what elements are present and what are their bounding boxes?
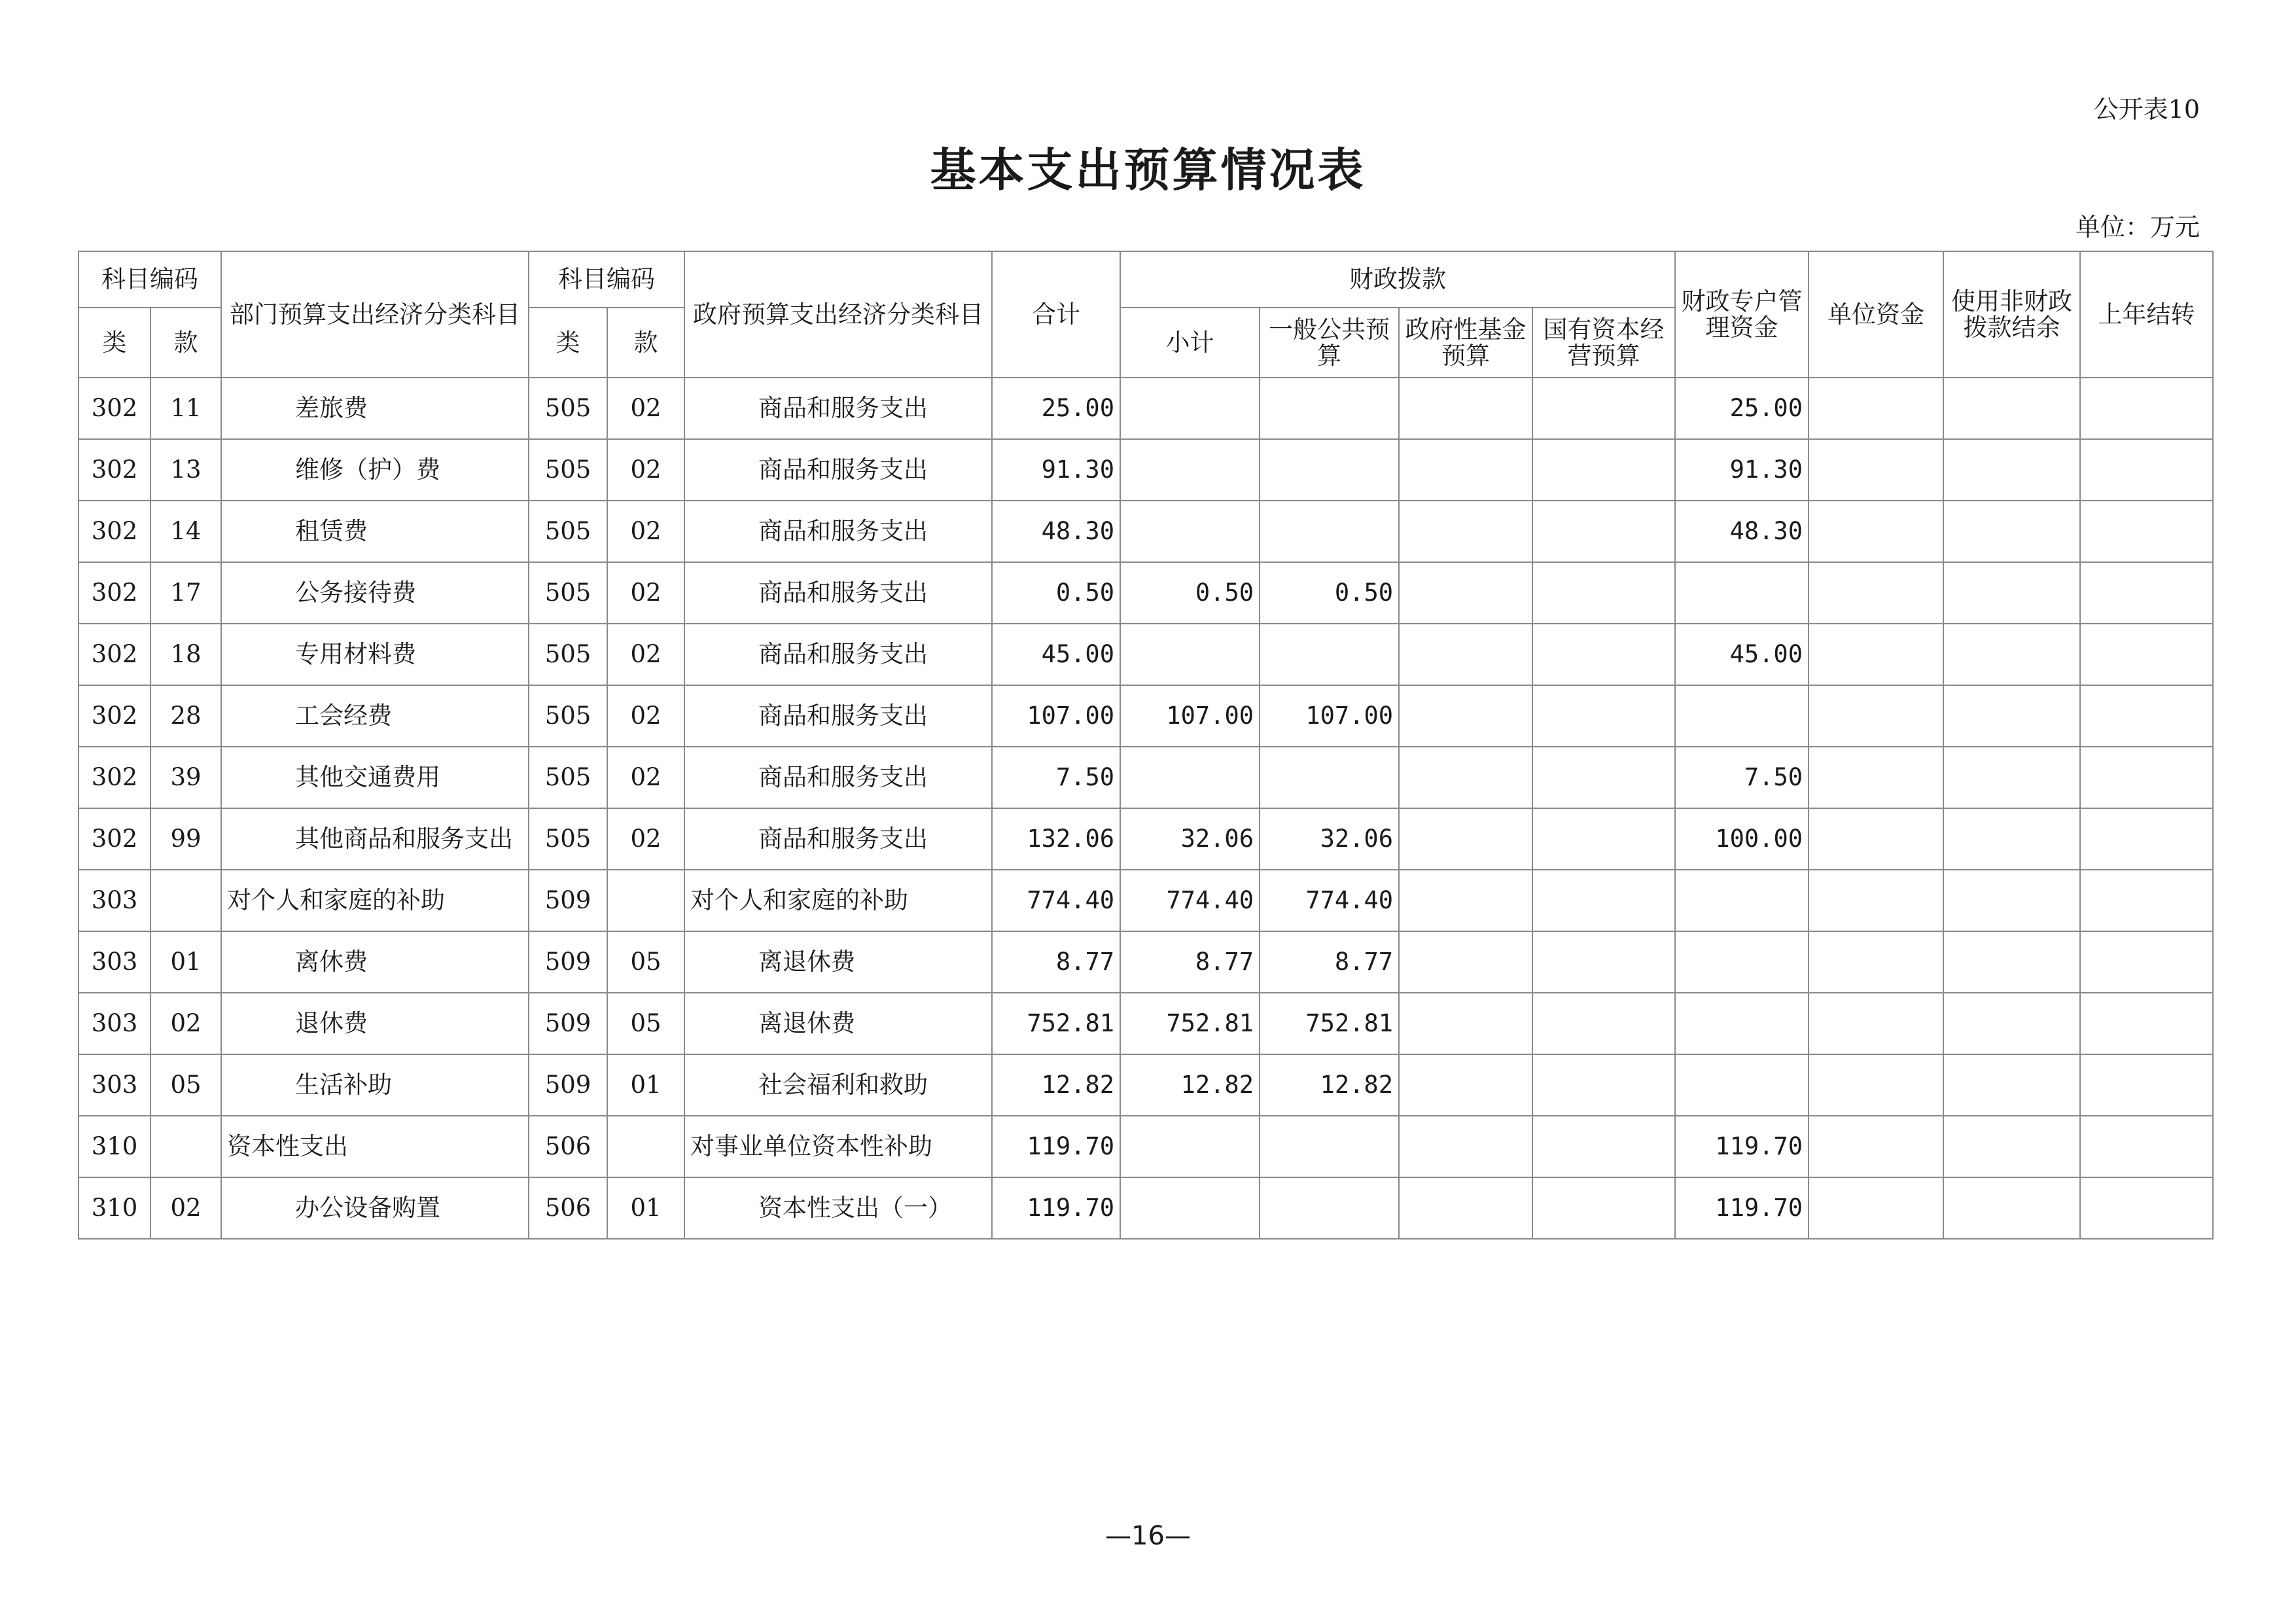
cell-state-capital [1532, 808, 1675, 870]
cell-total: 12.82 [992, 1054, 1120, 1116]
cell-total: 25.00 [992, 378, 1120, 439]
header-dept-name: 部门预算支出经济分类科目 [221, 251, 529, 378]
header-gov-kuan: 款 [607, 308, 684, 378]
cell-gov-lei: 509 [529, 993, 607, 1054]
cell-non-fiscal-balance [1943, 624, 2080, 685]
cell-state-capital [1532, 931, 1675, 993]
cell-kuan: 01 [150, 931, 221, 993]
cell-non-fiscal-balance [1943, 747, 2080, 808]
cell-state-capital [1532, 993, 1675, 1054]
cell-dept-item: 专用材料费 [221, 624, 529, 685]
cell-last-year-carry [2080, 685, 2213, 747]
cell-gov-kuan: 02 [607, 562, 684, 624]
cell-kuan: 18 [150, 624, 221, 685]
cell-gov-lei: 509 [529, 1054, 607, 1116]
cell-kuan: 02 [150, 993, 221, 1054]
cell-unit-fund [1809, 993, 1943, 1054]
cell-lei: 303 [79, 993, 150, 1054]
cell-subtotal: 774.40 [1120, 870, 1260, 931]
table-row [79, 808, 2213, 870]
cell-unit-fund [1809, 931, 1943, 993]
cell-dept-item: 其他商品和服务支出 [221, 808, 529, 870]
cell-special-fund [1675, 993, 1809, 1054]
table-number: 公开表10 [2093, 95, 2200, 124]
cell-gov-kuan [607, 870, 684, 931]
cell-gov-kuan: 02 [607, 747, 684, 808]
header-gov-name: 政府预算支出经济分类科目 [684, 251, 992, 378]
cell-total: 774.40 [992, 870, 1120, 931]
cell-dept-item: 办公设备购置 [221, 1177, 529, 1239]
cell-subtotal [1120, 439, 1260, 501]
cell-gov-kuan: 05 [607, 931, 684, 993]
cell-gov-item: 商品和服务支出 [684, 562, 992, 624]
header-lei: 类 [79, 308, 150, 378]
cell-state-capital [1532, 870, 1675, 931]
cell-gov-kuan: 02 [607, 439, 684, 501]
cell-special-fund [1675, 685, 1809, 747]
cell-gov-item: 商品和服务支出 [684, 747, 992, 808]
cell-unit-fund [1809, 1054, 1943, 1116]
cell-lei: 302 [79, 378, 150, 439]
cell-kuan: 99 [150, 808, 221, 870]
cell-gov-item: 商品和服务支出 [684, 624, 992, 685]
cell-gov-kuan: 01 [607, 1054, 684, 1116]
cell-dept-item: 其他交通费用 [221, 747, 529, 808]
cell-subtotal: 8.77 [1120, 931, 1260, 993]
cell-gov-kuan: 02 [607, 685, 684, 747]
cell-special-fund: 48.30 [1675, 501, 1809, 562]
cell-state-capital [1532, 624, 1675, 685]
cell-non-fiscal-balance [1943, 685, 2080, 747]
cell-gov-fund [1399, 1116, 1532, 1177]
cell-total: 119.70 [992, 1116, 1120, 1177]
cell-gov-fund [1399, 439, 1532, 501]
cell-subtotal: 107.00 [1120, 685, 1260, 747]
cell-lei: 302 [79, 624, 150, 685]
cell-dept-item: 工会经费 [221, 685, 529, 747]
cell-state-capital [1532, 501, 1675, 562]
header-gov-code: 科目编码 [529, 251, 684, 308]
table-row [79, 501, 2213, 562]
cell-gov-fund [1399, 378, 1532, 439]
cell-special-fund: 119.70 [1675, 1116, 1809, 1177]
header-gov-fund: 政府性基金预算 [1399, 308, 1532, 378]
cell-gov-item: 社会福利和救助 [684, 1054, 992, 1116]
cell-general-public: 8.77 [1260, 931, 1399, 993]
table-header [79, 251, 2213, 378]
header-fiscal-group: 财政拨款 [1120, 251, 1675, 308]
cell-general-public [1260, 501, 1399, 562]
cell-unit-fund [1809, 501, 1943, 562]
cell-last-year-carry [2080, 501, 2213, 562]
cell-gov-fund [1399, 931, 1532, 993]
table-row [79, 870, 2213, 931]
cell-total: 45.00 [992, 624, 1120, 685]
header-unit-fund: 单位资金 [1809, 251, 1943, 378]
cell-general-public [1260, 1116, 1399, 1177]
cell-gov-item: 资本性支出（一） [684, 1177, 992, 1239]
cell-state-capital [1532, 1116, 1675, 1177]
cell-gov-fund [1399, 747, 1532, 808]
cell-gov-fund [1399, 1054, 1532, 1116]
cell-gov-fund [1399, 1177, 1532, 1239]
cell-gov-lei: 506 [529, 1116, 607, 1177]
cell-gov-fund [1399, 808, 1532, 870]
cell-state-capital [1532, 378, 1675, 439]
cell-special-fund: 7.50 [1675, 747, 1809, 808]
cell-total: 0.50 [992, 562, 1120, 624]
cell-gov-kuan: 02 [607, 378, 684, 439]
table-row [79, 562, 2213, 624]
table-row [79, 1054, 2213, 1116]
cell-non-fiscal-balance [1943, 1054, 2080, 1116]
cell-gov-fund [1399, 685, 1532, 747]
cell-non-fiscal-balance [1943, 870, 2080, 931]
cell-non-fiscal-balance [1943, 501, 2080, 562]
cell-last-year-carry [2080, 870, 2213, 931]
cell-gov-lei: 505 [529, 624, 607, 685]
cell-unit-fund [1809, 378, 1943, 439]
header-general-public: 一般公共预算 [1260, 308, 1399, 378]
cell-subtotal: 12.82 [1120, 1054, 1260, 1116]
cell-non-fiscal-balance [1943, 378, 2080, 439]
cell-subtotal [1120, 624, 1260, 685]
cell-gov-lei: 509 [529, 870, 607, 931]
cell-gov-lei: 509 [529, 931, 607, 993]
table-row [79, 1177, 2213, 1239]
cell-special-fund [1675, 1054, 1809, 1116]
cell-general-public: 774.40 [1260, 870, 1399, 931]
cell-special-fund: 91.30 [1675, 439, 1809, 501]
cell-general-public: 752.81 [1260, 993, 1399, 1054]
cell-gov-kuan: 02 [607, 624, 684, 685]
cell-unit-fund [1809, 808, 1943, 870]
cell-dept-item: 退休费 [221, 993, 529, 1054]
cell-kuan [150, 870, 221, 931]
header-last-year-carry: 上年结转 [2080, 251, 2213, 378]
cell-total: 7.50 [992, 747, 1120, 808]
cell-unit-fund [1809, 685, 1943, 747]
cell-kuan: 14 [150, 501, 221, 562]
cell-general-public [1260, 624, 1399, 685]
cell-unit-fund [1809, 1116, 1943, 1177]
cell-special-fund [1675, 870, 1809, 931]
cell-subtotal [1120, 378, 1260, 439]
cell-last-year-carry [2080, 993, 2213, 1054]
cell-unit-fund [1809, 1177, 1943, 1239]
cell-lei: 303 [79, 1054, 150, 1116]
table-row [79, 993, 2213, 1054]
table-row [79, 1116, 2213, 1177]
header-dept-code: 科目编码 [79, 251, 221, 308]
header-total: 合计 [992, 251, 1120, 378]
cell-gov-kuan: 02 [607, 501, 684, 562]
cell-state-capital [1532, 562, 1675, 624]
cell-general-public: 32.06 [1260, 808, 1399, 870]
cell-dept-item: 对个人和家庭的补助 [221, 870, 529, 931]
cell-total: 119.70 [992, 1177, 1120, 1239]
cell-gov-fund [1399, 870, 1532, 931]
cell-last-year-carry [2080, 439, 2213, 501]
cell-special-fund: 25.00 [1675, 378, 1809, 439]
cell-general-public: 107.00 [1260, 685, 1399, 747]
budget-table [78, 251, 2214, 1240]
cell-lei: 303 [79, 931, 150, 993]
cell-non-fiscal-balance [1943, 1177, 2080, 1239]
cell-last-year-carry [2080, 931, 2213, 993]
cell-non-fiscal-balance [1943, 1116, 2080, 1177]
cell-gov-item: 离退休费 [684, 993, 992, 1054]
cell-subtotal: 752.81 [1120, 993, 1260, 1054]
cell-gov-fund [1399, 993, 1532, 1054]
table-row [79, 624, 2213, 685]
cell-kuan: 02 [150, 1177, 221, 1239]
cell-total: 8.77 [992, 931, 1120, 993]
table-row [79, 685, 2213, 747]
cell-gov-item: 对事业单位资本性补助 [684, 1116, 992, 1177]
cell-non-fiscal-balance [1943, 562, 2080, 624]
cell-unit-fund [1809, 870, 1943, 931]
cell-subtotal [1120, 747, 1260, 808]
cell-last-year-carry [2080, 808, 2213, 870]
cell-gov-item: 商品和服务支出 [684, 501, 992, 562]
cell-last-year-carry [2080, 1116, 2213, 1177]
header-non-fiscal-balance: 使用非财政拨款结余 [1943, 251, 2080, 378]
cell-subtotal: 0.50 [1120, 562, 1260, 624]
cell-general-public: 12.82 [1260, 1054, 1399, 1116]
cell-total: 107.00 [992, 685, 1120, 747]
cell-dept-item: 差旅费 [221, 378, 529, 439]
cell-kuan [150, 1116, 221, 1177]
cell-kuan: 11 [150, 378, 221, 439]
header-kuan: 款 [150, 308, 221, 378]
cell-lei: 302 [79, 562, 150, 624]
cell-special-fund [1675, 931, 1809, 993]
cell-gov-kuan: 05 [607, 993, 684, 1054]
cell-gov-kuan: 02 [607, 808, 684, 870]
cell-gov-lei: 505 [529, 808, 607, 870]
cell-unit-fund [1809, 624, 1943, 685]
table-body [79, 378, 2213, 1239]
cell-dept-item: 资本性支出 [221, 1116, 529, 1177]
cell-last-year-carry [2080, 378, 2213, 439]
page-title: 基本支出预算情况表 [930, 143, 1366, 197]
cell-total: 132.06 [992, 808, 1120, 870]
cell-lei: 302 [79, 747, 150, 808]
cell-state-capital [1532, 685, 1675, 747]
cell-lei: 310 [79, 1177, 150, 1239]
cell-gov-lei: 506 [529, 1177, 607, 1239]
unit-label: 单位：万元 [2075, 213, 2200, 241]
cell-lei: 302 [79, 685, 150, 747]
cell-dept-item: 公务接待费 [221, 562, 529, 624]
cell-last-year-carry [2080, 624, 2213, 685]
cell-non-fiscal-balance [1943, 993, 2080, 1054]
cell-lei: 303 [79, 870, 150, 931]
cell-dept-item: 生活补助 [221, 1054, 529, 1116]
cell-subtotal [1120, 1116, 1260, 1177]
cell-dept-item: 离休费 [221, 931, 529, 993]
cell-gov-lei: 505 [529, 685, 607, 747]
cell-total: 91.30 [992, 439, 1120, 501]
cell-gov-lei: 505 [529, 378, 607, 439]
cell-subtotal [1120, 1177, 1260, 1239]
cell-last-year-carry [2080, 562, 2213, 624]
cell-non-fiscal-balance [1943, 931, 2080, 993]
cell-gov-lei: 505 [529, 747, 607, 808]
cell-unit-fund [1809, 747, 1943, 808]
cell-kuan: 13 [150, 439, 221, 501]
cell-gov-lei: 505 [529, 562, 607, 624]
table-row [79, 747, 2213, 808]
cell-general-public [1260, 439, 1399, 501]
page-number: —16— [1105, 1521, 1191, 1551]
cell-last-year-carry [2080, 1177, 2213, 1239]
cell-state-capital [1532, 439, 1675, 501]
cell-gov-item: 离退休费 [684, 931, 992, 993]
cell-dept-item: 维修（护）费 [221, 439, 529, 501]
table-row [79, 931, 2213, 993]
table-row [79, 378, 2213, 439]
cell-total: 752.81 [992, 993, 1120, 1054]
cell-special-fund: 100.00 [1675, 808, 1809, 870]
cell-subtotal [1120, 501, 1260, 562]
cell-gov-item: 商品和服务支出 [684, 685, 992, 747]
cell-lei: 302 [79, 439, 150, 501]
cell-special-fund [1675, 562, 1809, 624]
cell-gov-item: 对个人和家庭的补助 [684, 870, 992, 931]
cell-lei: 310 [79, 1116, 150, 1177]
header-gov-lei: 类 [529, 308, 607, 378]
cell-special-fund: 45.00 [1675, 624, 1809, 685]
cell-kuan: 28 [150, 685, 221, 747]
cell-last-year-carry [2080, 1054, 2213, 1116]
header-special-fund: 财政专户管理资金 [1675, 251, 1809, 378]
cell-state-capital [1532, 1177, 1675, 1239]
cell-gov-lei: 505 [529, 501, 607, 562]
cell-non-fiscal-balance [1943, 439, 2080, 501]
cell-last-year-carry [2080, 747, 2213, 808]
cell-gov-fund [1399, 562, 1532, 624]
cell-unit-fund [1809, 439, 1943, 501]
cell-gov-item: 商品和服务支出 [684, 378, 992, 439]
cell-kuan: 39 [150, 747, 221, 808]
cell-gov-item: 商品和服务支出 [684, 439, 992, 501]
header-state-capital: 国有资本经营预算 [1532, 308, 1675, 378]
cell-subtotal: 32.06 [1120, 808, 1260, 870]
cell-general-public [1260, 747, 1399, 808]
cell-special-fund: 119.70 [1675, 1177, 1809, 1239]
cell-gov-item: 商品和服务支出 [684, 808, 992, 870]
cell-unit-fund [1809, 562, 1943, 624]
cell-non-fiscal-balance [1943, 808, 2080, 870]
cell-general-public [1260, 378, 1399, 439]
cell-state-capital [1532, 1054, 1675, 1116]
cell-total: 48.30 [992, 501, 1120, 562]
cell-gov-fund [1399, 501, 1532, 562]
cell-gov-fund [1399, 624, 1532, 685]
header-subtotal: 小计 [1120, 308, 1260, 378]
cell-dept-item: 租赁费 [221, 501, 529, 562]
cell-general-public [1260, 1177, 1399, 1239]
cell-gov-lei: 505 [529, 439, 607, 501]
cell-kuan: 05 [150, 1054, 221, 1116]
cell-general-public: 0.50 [1260, 562, 1399, 624]
cell-state-capital [1532, 747, 1675, 808]
table-row [79, 439, 2213, 501]
cell-gov-kuan [607, 1116, 684, 1177]
cell-kuan: 17 [150, 562, 221, 624]
cell-lei: 302 [79, 501, 150, 562]
cell-gov-kuan: 01 [607, 1177, 684, 1239]
cell-lei: 302 [79, 808, 150, 870]
